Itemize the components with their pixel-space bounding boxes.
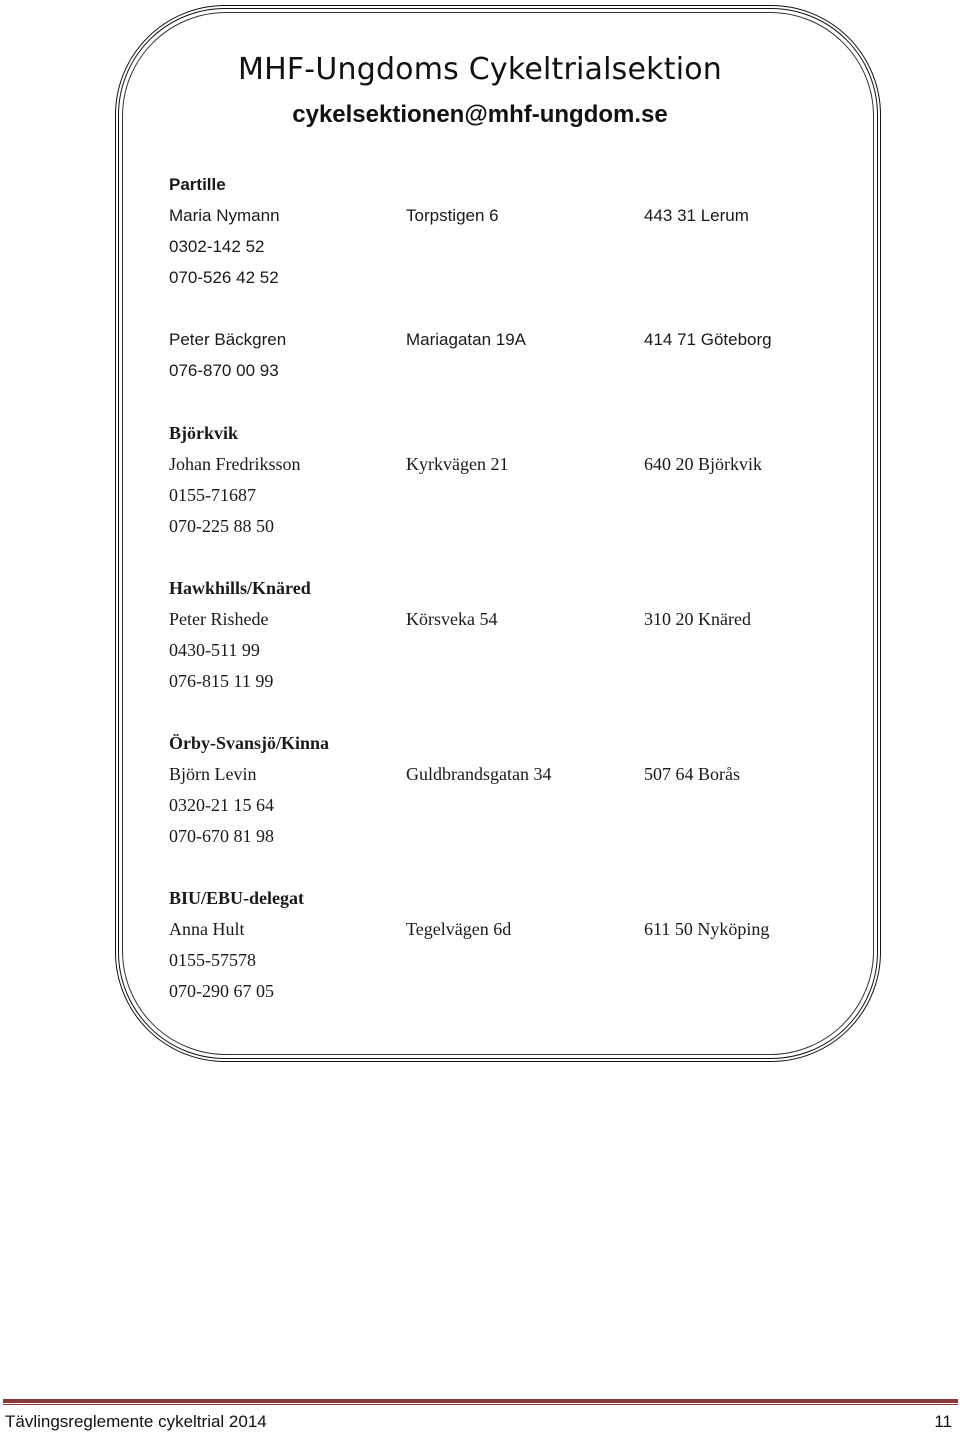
footer-page-number: 11	[934, 1412, 952, 1431]
section-heading: BIU/EBU-delegat	[169, 888, 304, 908]
contact-phone: 070-526 42 52	[169, 268, 279, 287]
footer-document-title: Tävlingsreglemente cykeltrial 2014	[5, 1412, 267, 1431]
contact-name: Anna Hult	[169, 919, 245, 939]
contact-street: Torpstigen 6	[406, 206, 499, 225]
contact-postal: 443 31 Lerum	[644, 206, 749, 225]
page-title: MHF-Ungdoms Cykeltrialsektion	[238, 52, 722, 87]
section-heading: Örby-Svansjö/Kinna	[169, 733, 330, 753]
contact-street: Mariagatan 19A	[406, 330, 527, 349]
contact-name: Johan Fredriksson	[169, 454, 301, 474]
section-bjorkvik	[169, 421, 869, 545]
contact-phone: 076-870 00 93	[169, 361, 279, 380]
section-hawkhills	[169, 576, 869, 700]
contact-postal: 414 71 Göteborg	[644, 330, 772, 349]
contact-phone: 076-815 11 99	[169, 671, 274, 691]
footer-rule	[3, 1399, 958, 1403]
contact-list	[169, 173, 869, 1041]
contact-phone: 0430-511 99	[169, 640, 260, 660]
contact-phone: 070-290 67 05	[169, 981, 274, 1001]
section-heading: Björkvik	[169, 423, 239, 443]
contact-phone: 0320-21 15 64	[169, 795, 274, 815]
contact-name: Björn Levin	[169, 764, 257, 784]
contact-row	[169, 607, 869, 638]
section-heading: Partille	[169, 175, 226, 194]
contact-street: Körsveka 54	[406, 609, 498, 629]
contact-postal: 611 50 Nyköping	[644, 919, 770, 939]
section-heading: Hawkhills/Knäred	[169, 578, 311, 598]
contact-name: Peter Bäckgren	[169, 330, 287, 349]
contact-postal: 507 64 Borås	[644, 764, 740, 784]
contact-street: Tegelvägen 6d	[406, 919, 512, 939]
contact-street: Kyrkvägen 21	[406, 454, 509, 474]
contact-row	[169, 452, 869, 483]
contact-phone: 070-670 81 98	[169, 826, 274, 846]
contact-row	[169, 762, 869, 793]
contact-phone: 0155-57578	[169, 950, 256, 970]
section-partille	[169, 173, 869, 297]
contact-street: Guldbrandsgatan 34	[406, 764, 552, 784]
section-orby	[169, 731, 869, 855]
contact-postal: 640 20 Björkvik	[644, 454, 763, 474]
footer-rule-thin	[3, 1404, 958, 1405]
contact-phone: 0302-142 52	[169, 237, 265, 256]
contact-email: cykelsektionen@mhf-ungdom.se	[292, 101, 668, 128]
contact-name: Peter Rishede	[169, 609, 269, 629]
contact-name: Maria Nymann	[169, 206, 280, 225]
section-partille-2	[169, 328, 869, 390]
contact-row	[169, 204, 869, 235]
section-biu-ebu	[169, 886, 869, 1010]
contact-row	[169, 328, 869, 359]
contact-phone: 070-225 88 50	[169, 516, 274, 536]
contact-postal: 310 20 Knäred	[644, 609, 751, 629]
contact-phone: 0155-71687	[169, 485, 256, 505]
contact-row	[169, 917, 869, 948]
